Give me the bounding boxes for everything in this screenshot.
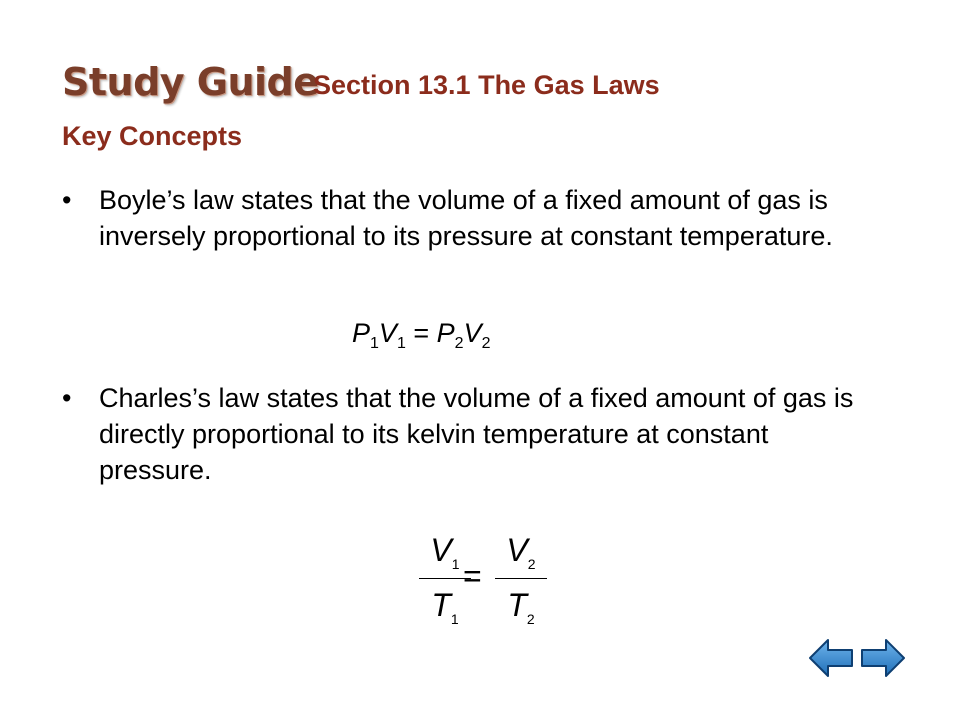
eq-equals: =: [413, 318, 430, 348]
eq-symbol: P: [352, 318, 371, 348]
section-title: Section 13.1 The Gas Laws: [313, 70, 660, 100]
study-guide-logo: Study Guide: [62, 60, 319, 104]
eq-subscript: 2: [454, 335, 464, 352]
eq-symbol: V: [430, 532, 452, 568]
eq-symbol: T: [507, 587, 527, 623]
boyles-law-equation: [352, 318, 491, 353]
back-button[interactable]: [808, 636, 854, 680]
fraction-bar: [495, 578, 547, 579]
fraction-numerator: [491, 532, 551, 572]
eq-equals: =: [463, 558, 482, 594]
eq-subscript: 1: [396, 335, 406, 352]
fraction-denominator: [491, 587, 551, 627]
charles-fraction-right: [491, 532, 551, 627]
eq-symbol: P: [436, 318, 455, 348]
eq-subscript: 1: [370, 335, 379, 352]
bullet-marker: •: [62, 185, 72, 215]
eq-subscript: 1: [451, 556, 460, 572]
eq-subscript: 2: [481, 335, 491, 352]
right-arrow-icon: [860, 636, 906, 680]
eq-symbol: V: [506, 532, 528, 568]
key-concepts-heading: Key Concepts: [62, 121, 243, 151]
bullet-marker: •: [62, 383, 72, 413]
eq-subscript: 2: [527, 556, 536, 572]
eq-symbol: T: [431, 587, 451, 623]
bullet-text: Charles’s law states that the volume of a fixed amount of gas is directly proportional to its kelvin temperature at constant pressure.: [99, 383, 854, 485]
eq-subscript: 2: [526, 611, 535, 627]
eq-symbol: V: [463, 318, 482, 348]
bullet-text: Boyle’s law states that the volume of a fixed amount of gas is inversely proportional to its pressure at constant temperature.: [99, 185, 833, 251]
eq-symbol: V: [378, 318, 397, 348]
eq-subscript: 1: [450, 611, 459, 627]
forward-button[interactable]: [860, 636, 906, 680]
left-arrow-icon: [808, 636, 854, 680]
